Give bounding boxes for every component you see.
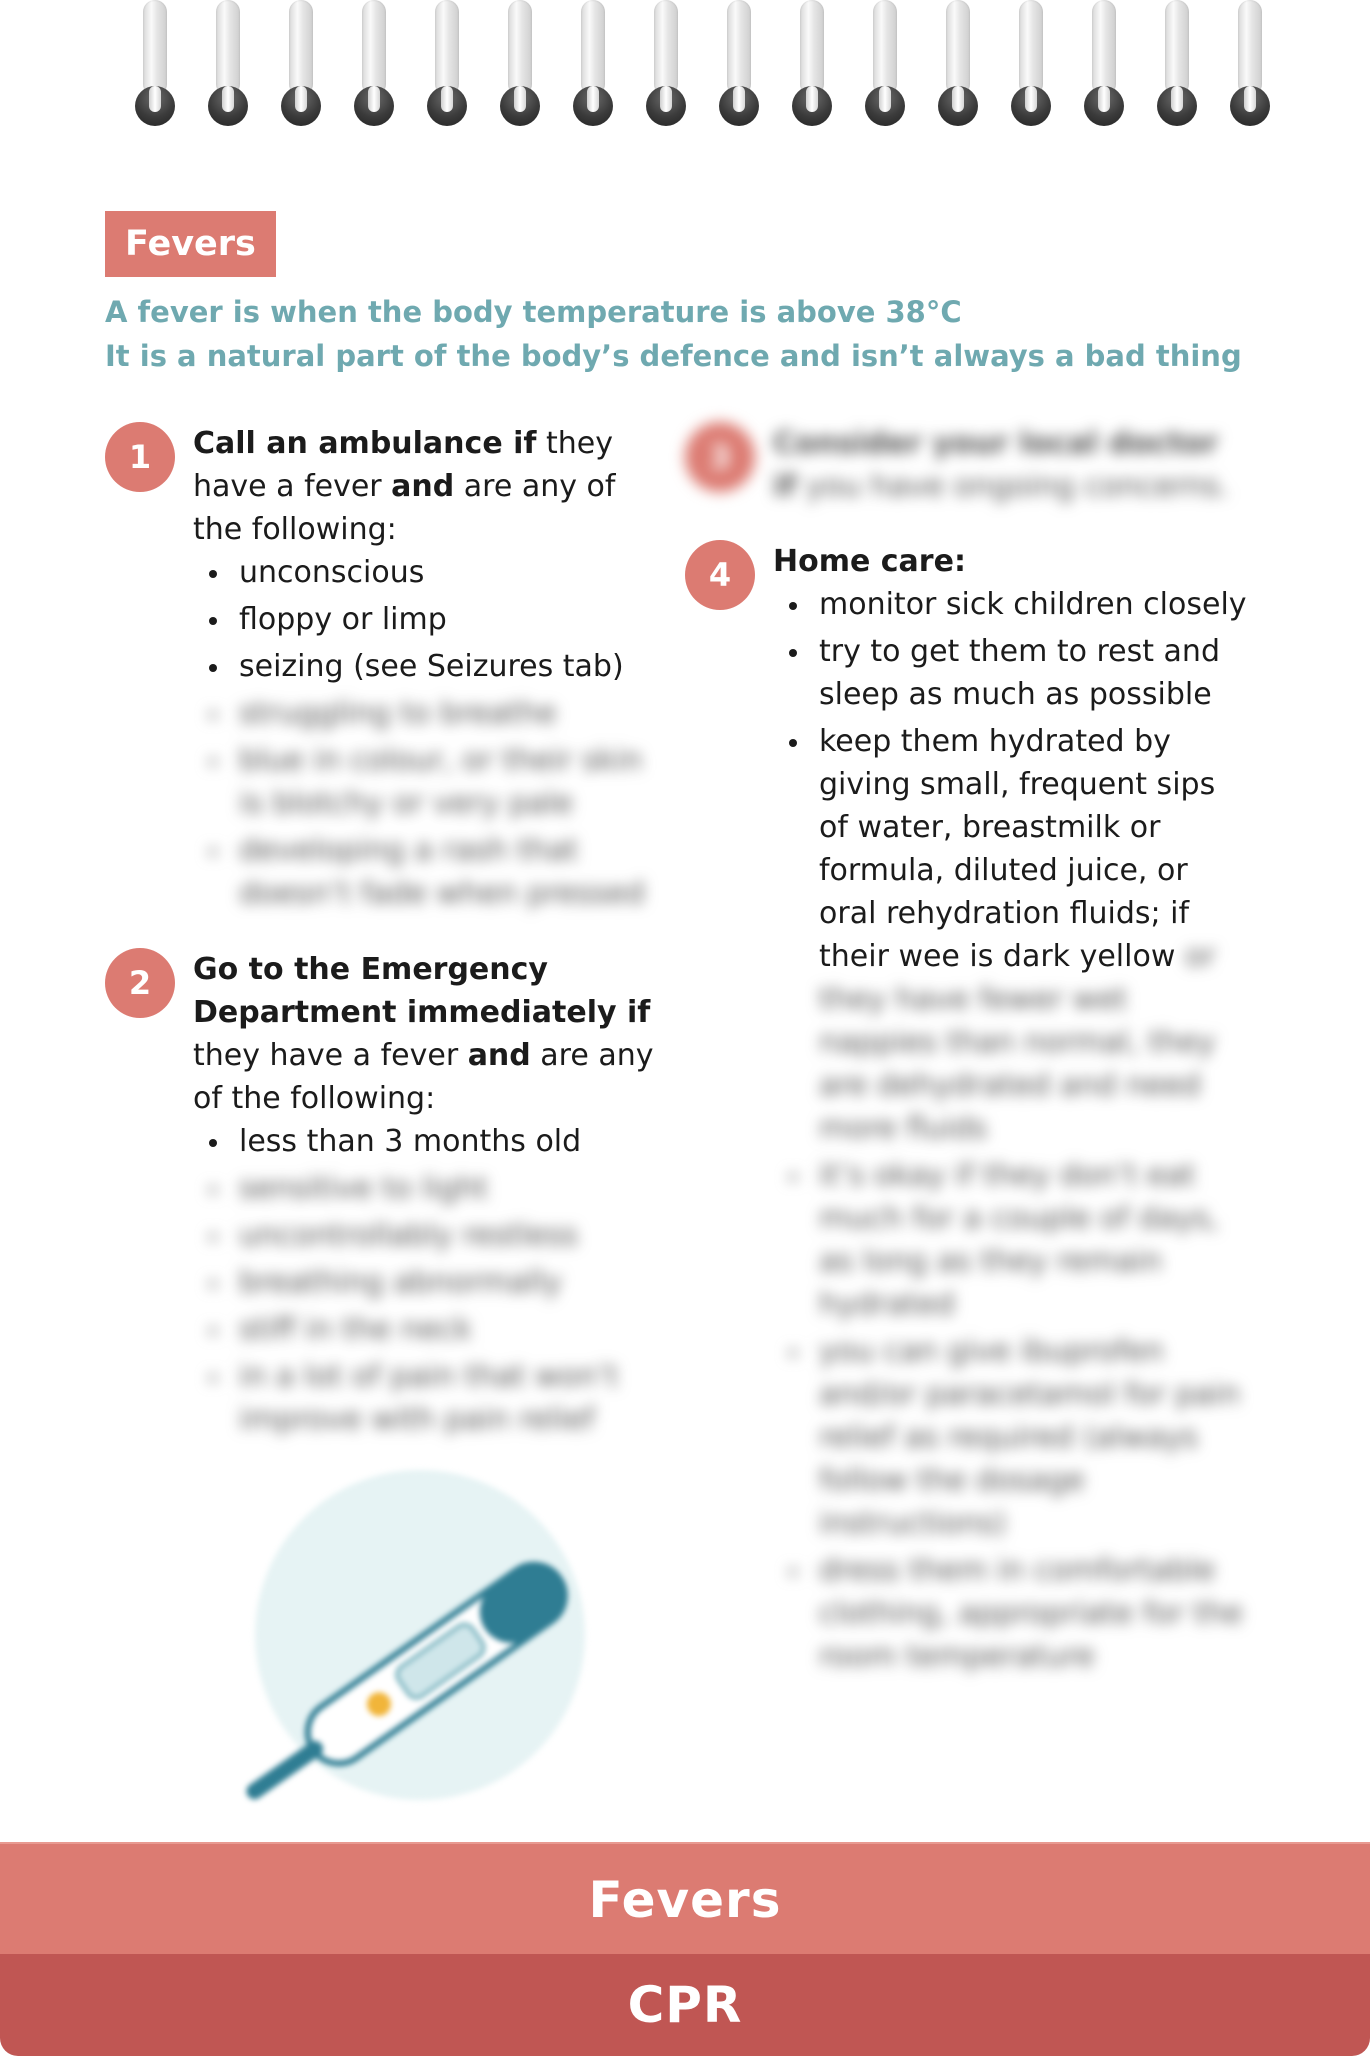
list-item: sensitive to light [239,1167,663,1210]
binding-ring [427,0,467,126]
binding-ring [573,0,613,126]
binding-ring [208,0,248,126]
binding-ring [719,0,759,126]
step-list [193,551,663,688]
list-item: keep them hydrated by giving small, frequent sips of water, breastmilk or formula, diluted juice, or oral rehydration fluids; if their wee is dark yellow or they have fewer wet nappies than normal, they are dehydrated and need more fluids [819,720,1253,1150]
binding-ring [938,0,978,126]
list-item: struggling to breathe [239,692,663,735]
thermometer-icon [240,1465,620,1825]
spiral-binding [135,0,1275,130]
binding-ring [792,0,832,126]
step-number: 1 [105,422,175,492]
step-lead: Go to the Emergency Department immediately if they have a fever and are any of the following: [193,952,654,1116]
binding-ring [281,0,321,126]
blurred-list [773,1154,1253,1678]
binding-ring [500,0,540,126]
list-item: less than 3 months old [239,1120,663,1163]
intro-line-1: A fever is when the body temperature is above 38°C [105,295,962,329]
step-body [773,422,1243,508]
tab-cpr[interactable]: CPR [0,1954,1370,2056]
step-list [193,1120,663,1163]
binding-ring [865,0,905,126]
step-lead: Call an ambulance if they have a fever and are any of the following: [193,426,616,547]
step-lead: Home care: [773,544,966,579]
blurred-list [193,692,663,915]
list-item: breathing abnormally [239,1261,663,1304]
step-lead: Consider your local doctor if you have ongoing concerns. [773,426,1230,504]
step-body [193,948,663,1445]
binding-ring [1084,0,1124,126]
tab-fevers[interactable]: Fevers [0,1842,1370,1956]
list-item: floppy or limp [239,598,663,641]
intro-text [105,290,1255,378]
binding-ring [135,0,175,126]
list-item: it’s okay if they don’t eat much for a couple of days, as long as they remain hydrated [819,1154,1253,1326]
step-number: 3 [685,422,755,492]
list-item: you can give ibuprofen and/or paracetamol for pain relief as required (always follow the dosage instructions) [819,1330,1253,1545]
intro-line-2: It is a natural part of the body’s defence and isn’t always a bad thing [105,339,1242,373]
list-item: developing a rash that doesn’t fade when pressed [239,829,663,915]
list-item: blue in colour, or their skin is blotchy or very pale [239,739,663,825]
list-item: unconscious [239,551,663,594]
binding-ring [1011,0,1051,126]
step-number: 4 [685,540,755,610]
list-item: try to get them to rest and sleep as much as possible [819,630,1253,716]
list-item: dress them in comfortable clothing, appropriate for the room temperature [819,1549,1253,1678]
list-item: uncontrollably restless [239,1214,663,1257]
list-item: in a lot of pain that won’t improve with pain relief [239,1355,663,1441]
step-number: 2 [105,948,175,1018]
binding-ring [646,0,686,126]
step-list [773,583,1253,1150]
list-item: stiff in the neck [239,1308,663,1351]
blurred-tail: or they have fewer wet nappies than normal, they are dehydrated and need more fluids [819,939,1216,1146]
binding-ring [1157,0,1197,126]
section-tag: Fevers [105,211,276,277]
list-item: monitor sick children closely [819,583,1253,626]
blurred-list [193,1167,663,1441]
binding-ring [1230,0,1270,126]
step-body [193,422,663,919]
step-body [773,540,1253,1682]
binding-ring [354,0,394,126]
list-item: seizing (see Seizures tab) [239,645,663,688]
